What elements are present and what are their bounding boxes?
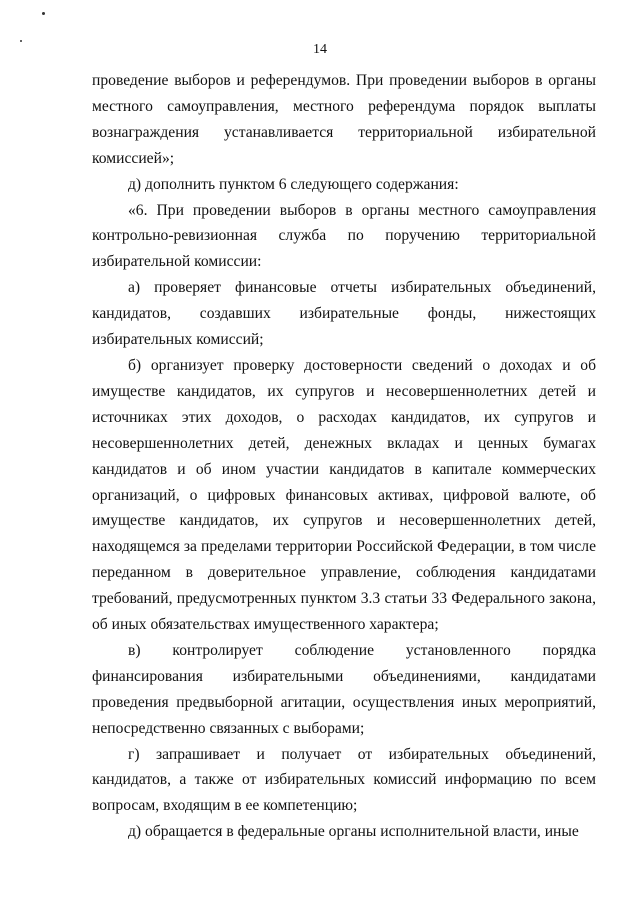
paragraph-subitem-a: а) проверяет финансовые отчеты избирательных объединений, кандидатов, создавших избирательные фонды, нижестоящих избирательных комиссий; (92, 279, 596, 349)
paragraph-amendment-d: д) дополнить пунктом 6 следующего содержания: (128, 175, 459, 193)
document-body (92, 68, 596, 845)
paragraph-subitem-g: г) запрашивает и получает от избирательных объединений, кандидатов, а также от избирательных комиссий информацию по всем вопросам, входящим в ее компетенцию; (92, 745, 596, 815)
paragraph-item-6: «6. При проведении выборов в органы местного самоуправления контрольно-ревизионная служба по поручению территориальной избирательной комиссии: (92, 201, 596, 271)
paragraph-subitem-b: б) организует проверку достоверности сведений о доходах и об имуществе кандидатов, их супругов и несовершеннолетних детей и источниках этих доходов, о расходах кандидатов, их супругов и несовершеннолетних детей, денежных вкладах и ценных бумагах кандидатов и об ином участии кандидатов в капитале коммерческих организаций, о цифровых финансовых активах, цифровой валюте, об имуществе кандидатов, их супругов и несовершеннолетних детей, находящемся за пределами территории Российской Федерации, в том числе переданном в доверительное управление, соблюдения кандидатами требований, предусмотренных пунктом 3.3 статьи 33 Федерального закона, об иных обязательствах имущественного характера; (92, 356, 596, 634)
paragraph-continuation: проведение выборов и референдумов. При проведении выборов в органы местного самоуправления, местного референдума порядок выплаты вознаграждения устанавливается территориальной избирательной комиссией»; (92, 72, 596, 167)
scan-speck (42, 12, 45, 15)
paragraph-subitem-d: д) обращается в федеральные органы исполнительной власти, иные (128, 823, 579, 841)
paragraph-subitem-v: в) контролирует соблюдение установленного порядка финансирования избирательными объединениями, кандидатами проведения предвыборной агитации, осуществления иных мероприятий, непосредственно связанных с выборами; (92, 641, 596, 737)
page-number: 14 (313, 42, 327, 57)
